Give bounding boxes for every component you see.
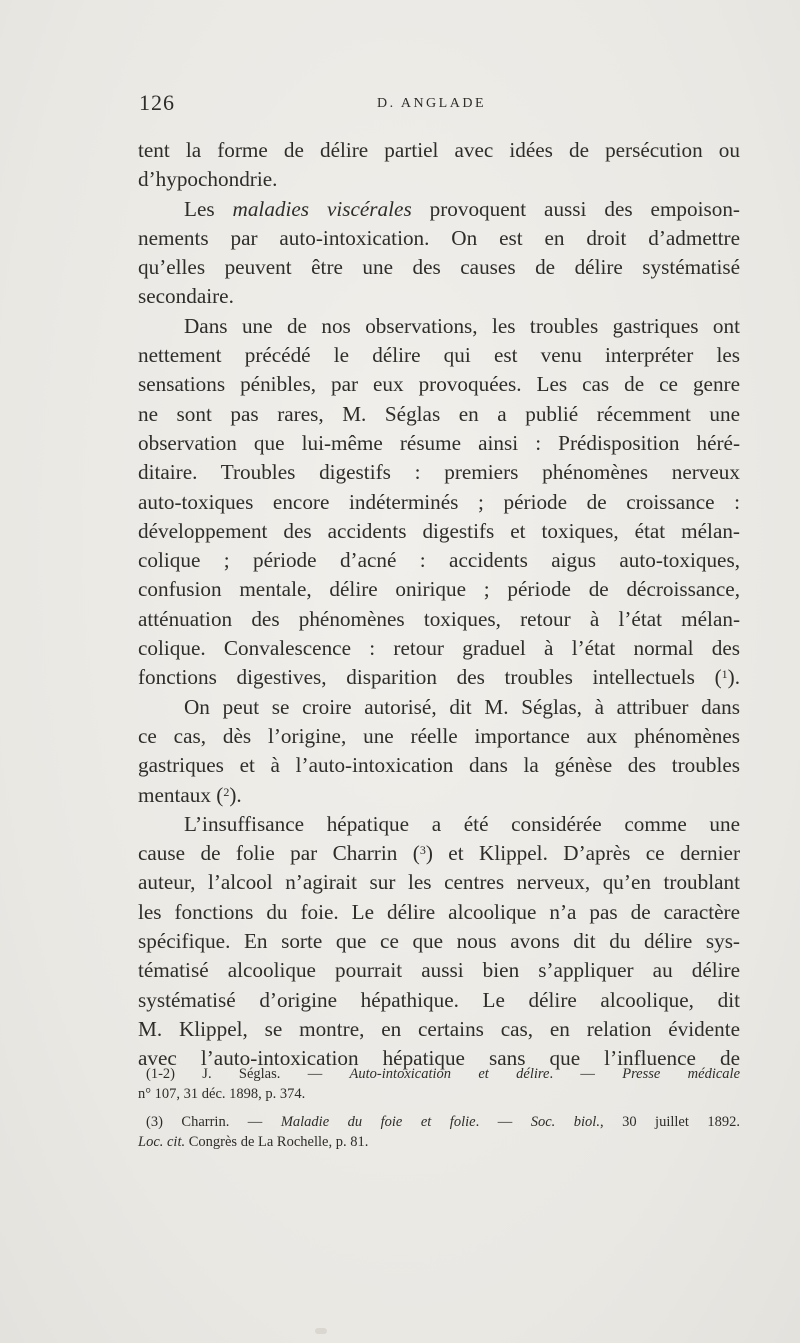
text-line: ne sont pas rares, M. Séglas en a publié récemment une	[138, 401, 740, 426]
text-line: colique. Convalescence : retour graduel à l’état normal des	[138, 636, 740, 661]
text-line: développement des accidents digestifs et toxiques, état mélan-	[138, 518, 740, 543]
footnote-title: Auto-intoxication et délire	[349, 1066, 550, 1082]
footnote-ref: 2	[223, 784, 230, 799]
text-line: auto-toxiques encore indéterminés ; période de croissance :	[138, 489, 740, 514]
text-line: colique ; période d’acné : accidents aigus auto-toxiques,	[138, 548, 740, 573]
footnote-text: . —	[549, 1066, 623, 1082]
text-line	[138, 781, 740, 810]
running-head: D. ANGLADE	[377, 96, 486, 111]
text-line: tématisé alcoolique pourrait aussi bien s’appliquer au délire	[138, 958, 740, 983]
text-line: d’hypochondrie.	[138, 167, 278, 192]
text-line: spécifique. En sorte que ce que nous avons dit du délire sys-	[138, 929, 740, 954]
footnote-line	[138, 1064, 740, 1084]
text-line: nements par auto-intoxication. On est en droit d’admettre	[138, 225, 740, 250]
italic-term: maladies viscérales	[232, 196, 412, 221]
footnotes	[138, 1064, 740, 1152]
text-line	[138, 839, 740, 868]
footnote-line	[138, 1132, 740, 1152]
text-line: L’insuffisance hépatique a été considérée comme une	[184, 811, 740, 836]
scan-blemish	[315, 1328, 327, 1334]
footnote-text: (3) Charrin. —	[146, 1114, 281, 1130]
text-line: ce cas, dès l’origine, une réelle importance aux phénomènes	[138, 723, 740, 748]
body-text	[138, 136, 740, 1074]
text-line: les fonctions du foie. Le délire alcoolique n’a pas de caractère	[138, 899, 740, 924]
text-segment: provoquent aussi des empoison-	[411, 196, 740, 221]
text-segment: Les	[184, 196, 233, 221]
footnote-loc-cit: Loc. cit.	[138, 1134, 186, 1150]
text-line: systématisé d’origine hépathique. Le délire alcoolique, dit	[138, 987, 740, 1012]
footnote-title: Maladie du foie et folie	[280, 1114, 476, 1130]
text-segment: ).	[229, 782, 242, 807]
footnote-ref: 3	[419, 843, 426, 858]
text-line: On peut se croire autorisé, dit M. Séglas, à attribuer dans	[184, 694, 740, 719]
text-line: atténuation des phénomènes toxiques, retour à l’état mélan-	[138, 606, 740, 631]
text-line: M. Klippel, se montre, en certains cas, en relation évidente	[138, 1016, 740, 1041]
page-header	[139, 88, 739, 118]
text-line: ditaire. Troubles digestifs : premiers phénomènes nerveux	[138, 460, 740, 485]
text-line: secondaire.	[138, 284, 234, 309]
text-line: nettement précédé le délire qui est venu interpréter les	[138, 343, 740, 368]
text-line: qu’elles peuvent être une des causes de délire systématisé	[138, 255, 740, 280]
text-line: Dans une de nos observations, les troubles gastriques ont	[184, 313, 740, 338]
text-line	[138, 663, 740, 692]
text-line: observation que lui-même résume ainsi : Prédisposition héré-	[138, 430, 740, 455]
text-line: auteur, l’alcool n’agirait sur les centres nerveux, qu’en troublant	[138, 870, 740, 895]
text-segment: ) et Klippel. D’après ce dernier	[425, 841, 740, 866]
text-line: confusion mentale, délire onirique ; période de décroissance,	[138, 577, 740, 602]
text-line: tent la forme de délire partiel avec idées de persécution ou	[138, 138, 740, 162]
footnote-line	[138, 1112, 740, 1132]
text-segment: fonctions digestives, disparition des troubles intellectuels (	[138, 665, 722, 690]
footnote-text: . —	[475, 1114, 531, 1130]
footnote-line: n° 107, 31 déc. 1898, p. 374.	[138, 1086, 306, 1102]
footnote-text: (1-2) J. Séglas. —	[146, 1066, 350, 1082]
page-number: 126	[139, 90, 175, 115]
footnote-text: , 30 juillet 1892.	[599, 1114, 741, 1130]
footnote-ref: 1	[721, 667, 728, 682]
text-line: sensations pénibles, par eux provoquées. Les cas de ce genre	[138, 372, 740, 397]
text-segment: cause de folie par Charrin (	[138, 841, 420, 866]
footnote-spacer	[138, 1104, 740, 1112]
footnote-journal: Soc. biol.	[530, 1114, 600, 1130]
text-line: avec l’auto-intoxication hépatique sans que l’influence de	[138, 1046, 740, 1071]
text-line: gastriques et à l’auto-intoxication dans la génèse des troubles	[138, 753, 740, 778]
text-segment: ).	[727, 665, 740, 690]
text-segment: mentaux (	[138, 782, 224, 807]
text-line	[138, 195, 740, 224]
footnote-text: Congrès de La Rochelle, p. 81.	[185, 1134, 369, 1150]
footnote-journal: Presse médicale	[622, 1066, 740, 1082]
